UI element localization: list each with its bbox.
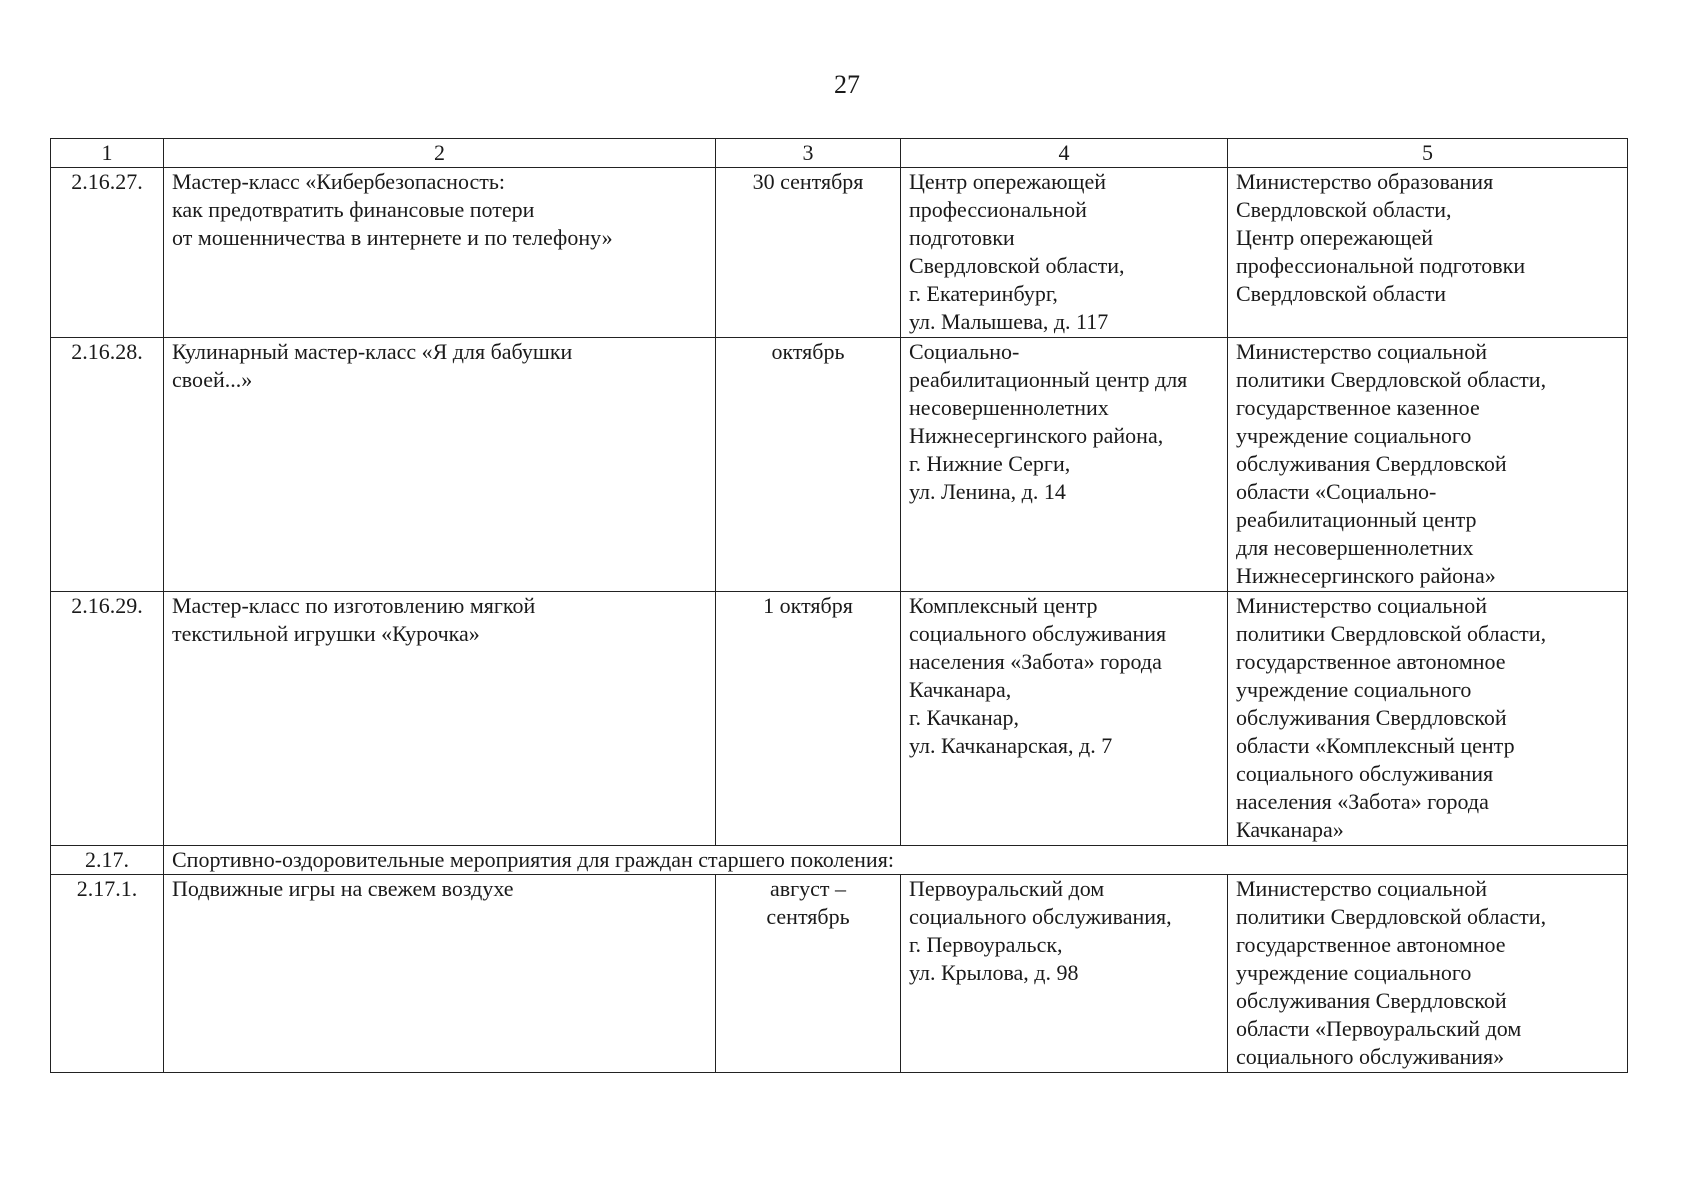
header-col-4: 4 [901,139,1228,168]
section-number: 2.17. [51,846,164,875]
page-number: 27 [834,70,860,99]
event-date: август – сентябрь [716,875,901,1073]
header-col-1: 1 [51,139,164,168]
event-place: Социально- реабилитационный центр для несовершеннолетних Нижнесергинского района, г. Нижние Серги, ул. Ленина, д. 14 [901,338,1228,592]
row-number: 2.16.27. [51,168,164,338]
table-row [51,592,1628,846]
event-name: Мастер-класс «Кибербезопасность: как предотвратить финансовые потери от мошенничества в интернете и по телефону» [164,168,716,338]
event-place: Первоуральский дом социального обслуживания, г. Первоуральск, ул. Крылова, д. 98 [901,875,1228,1073]
row-number: 2.17.1. [51,875,164,1073]
header-row [51,139,1628,168]
row-number: 2.16.28. [51,338,164,592]
section-title: Спортивно-оздоровительные мероприятия для граждан старшего поколения: [164,846,1628,875]
event-responsible: Министерство образования Свердловской области, Центр опережающей профессиональной подготовки Свердловской области [1228,168,1628,338]
event-responsible: Министерство социальной политики Свердловской области, государственное автономное учреждение социального обслуживания Свердловской области «Первоуральский дом социального обслуживания» [1228,875,1628,1073]
event-date: 1 октября [716,592,901,846]
table-row [51,338,1628,592]
table-row [51,168,1628,338]
header-col-2: 2 [164,139,716,168]
event-responsible: Министерство социальной политики Свердловской области, государственное автономное учреждение социального обслуживания Свердловской области «Комплексный центр социального обслуживания населения «Забота» города Качканара» [1228,592,1628,846]
event-name: Мастер-класс по изготовлению мягкой текстильной игрушки «Курочка» [164,592,716,846]
event-date: 30 сентября [716,168,901,338]
event-place: Комплексный центр социального обслуживания населения «Забота» города Качканара, г. Качканар, ул. Качканарская, д. 7 [901,592,1228,846]
row-number: 2.16.29. [51,592,164,846]
table-row [51,875,1628,1073]
event-responsible: Министерство социальной политики Свердловской области, государственное казенное учреждение социального обслуживания Свердловской области «Социально- реабилитационный центр для несовершеннолетних Нижнесергинского района» [1228,338,1628,592]
events-table [50,138,1628,1073]
header-col-5: 5 [1228,139,1628,168]
event-name: Подвижные игры на свежем воздухе [164,875,716,1073]
section-row [51,846,1628,875]
event-name: Кулинарный мастер-класс «Я для бабушки своей...» [164,338,716,592]
header-col-3: 3 [716,139,901,168]
event-place: Центр опережающей профессиональной подготовки Свердловской области, г. Екатеринбург, ул. Малышева, д. 117 [901,168,1228,338]
event-date: октябрь [716,338,901,592]
